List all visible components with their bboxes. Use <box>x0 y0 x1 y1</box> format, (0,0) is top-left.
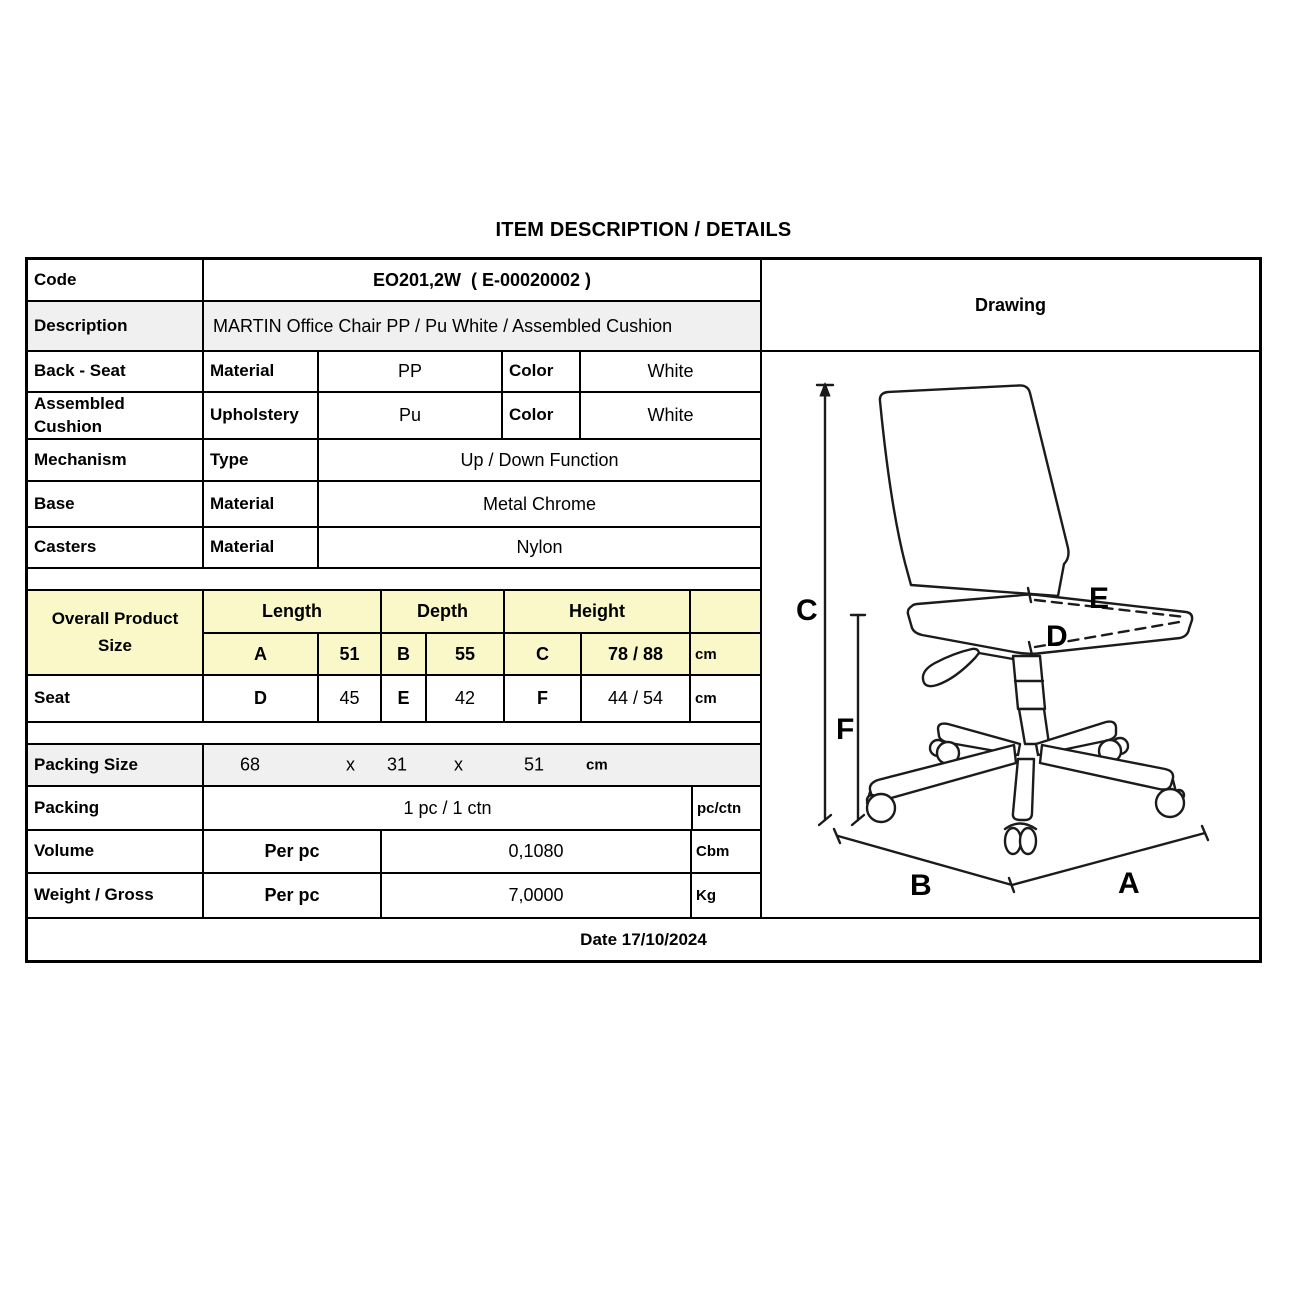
item-details-table <box>25 257 1262 963</box>
spec-value: Nylon <box>516 537 563 557</box>
spec-label: Back - Seat <box>28 352 204 391</box>
packing-size-label: Packing Size <box>28 745 204 785</box>
chair-drawing <box>762 352 1259 917</box>
spec-row-mechanism <box>28 440 760 482</box>
dim-label-e: E <box>1089 582 1110 615</box>
dim-label-a: A <box>1118 867 1140 900</box>
spec-value: Up / Down Function <box>460 449 619 470</box>
code-label: Code <box>28 260 204 300</box>
packing-size-sep: x <box>346 754 355 775</box>
dim-value-a: 51 <box>319 634 382 674</box>
dim-value-e: 42 <box>427 676 505 721</box>
spec-label: Casters <box>28 528 204 567</box>
dim-value-b: 55 <box>427 634 505 674</box>
chair-backrest <box>880 385 1069 596</box>
volume-per: Per pc <box>204 831 382 872</box>
volume-value: 0,1080 <box>382 831 692 872</box>
chair-line-drawing <box>762 352 1259 917</box>
weight-unit: Kg <box>696 887 716 904</box>
height-header: Height <box>505 591 691 632</box>
dim-line-a <box>1012 833 1205 885</box>
dim-letter-e: E <box>382 676 427 721</box>
dim-letter-d: D <box>204 676 319 721</box>
volume-unit: Cbm <box>696 843 730 860</box>
spec-label: Base <box>28 482 204 526</box>
page-title: ITEM DESCRIPTION / DETAILS <box>495 219 792 241</box>
spec-attr: Material <box>204 482 319 526</box>
packing-row <box>28 787 760 831</box>
caster-wheel <box>1005 828 1021 854</box>
spec-attr: Upholstery <box>204 393 319 438</box>
size-group-label: Overall Product Size <box>28 591 204 676</box>
packing-size-values <box>204 745 760 785</box>
chair-gas-lift <box>1013 656 1045 709</box>
weight-value: 7,0000 <box>382 874 692 917</box>
dim-value-c: 78 / 88 <box>582 634 691 674</box>
caster-wheel <box>1020 828 1036 854</box>
drawing-area <box>762 260 1259 917</box>
depth-header: Depth <box>382 591 505 632</box>
spec-color-label: Color <box>503 393 581 438</box>
packing-size-row <box>28 745 760 787</box>
seat-size-row <box>28 676 760 723</box>
weight-label: Weight / Gross <box>28 874 204 917</box>
packing-size-sep: x <box>454 754 463 775</box>
packing-value: 1 pc / 1 ctn <box>204 787 693 829</box>
packing-size-v3: 51 <box>524 754 545 775</box>
spec-attr: Material <box>204 528 319 567</box>
dim-value-f: 44 / 54 <box>582 676 691 721</box>
spec-table <box>28 260 762 917</box>
dim-unit: cm <box>695 690 717 707</box>
chair-leg <box>1013 759 1034 820</box>
length-header: Length <box>204 591 382 632</box>
spec-color-label: Color <box>503 352 581 391</box>
date-row <box>28 917 1259 960</box>
weight-per: Per pc <box>204 874 382 917</box>
packing-size-v2: 31 <box>387 754 408 775</box>
dim-label-f: F <box>836 713 855 746</box>
caster-wheel <box>1156 789 1184 817</box>
dim-letter-c: C <box>505 634 582 674</box>
date-value: Date 17/10/2024 <box>580 929 707 949</box>
chair-lever <box>923 649 979 686</box>
description-value: MARTIN Office Chair PP / Pu White / Assembled Cushion <box>213 315 673 336</box>
volume-row <box>28 831 760 874</box>
spec-color-value: White <box>647 405 694 425</box>
code-row <box>28 260 760 302</box>
spec-label: Assembled Cushion <box>28 393 204 438</box>
caster-wheel <box>867 794 895 822</box>
spec-attr: Type <box>204 440 319 480</box>
unit-header-blank <box>691 591 760 632</box>
packing-size-v1: 68 <box>240 754 261 775</box>
dim-label-c: C <box>796 594 818 627</box>
dim-value-d: 45 <box>319 676 382 721</box>
seat-label: Seat <box>28 676 204 721</box>
spec-value: Metal Chrome <box>482 493 597 514</box>
weight-row <box>28 874 760 917</box>
description-label: Description <box>28 302 204 350</box>
spec-row-base <box>28 482 760 528</box>
table-upper-area <box>28 260 1259 917</box>
dim-letter-b: B <box>382 634 427 674</box>
spec-label: Mechanism <box>28 440 204 480</box>
overall-size-row <box>204 634 760 676</box>
dim-unit: cm <box>691 634 760 674</box>
spec-color-value: White <box>647 361 694 381</box>
code-value: EO201,2W ( E-00020002 ) <box>372 269 592 290</box>
spacer-row <box>28 723 760 745</box>
dim-letter-a: A <box>204 634 319 674</box>
spec-value: PP <box>319 352 503 391</box>
spec-row-assembled-cushion <box>28 393 760 440</box>
spec-attr: Material <box>204 352 319 391</box>
packing-unit: pc/ctn <box>697 799 742 817</box>
dim-label-b: B <box>910 869 932 902</box>
packing-label: Packing <box>28 787 204 829</box>
spacer-row <box>28 569 760 591</box>
dim-letter-f: F <box>505 676 582 721</box>
spec-value: Pu <box>319 393 503 438</box>
description-row <box>28 302 760 352</box>
size-section <box>28 591 760 676</box>
size-header-row <box>204 591 760 634</box>
drawing-header: Drawing <box>762 260 1259 352</box>
packing-size-unit: cm <box>586 756 608 774</box>
dim-label-d: D <box>1046 620 1068 653</box>
volume-label: Volume <box>28 831 204 872</box>
spec-row-casters <box>28 528 760 569</box>
spec-row-back-seat <box>28 352 760 393</box>
